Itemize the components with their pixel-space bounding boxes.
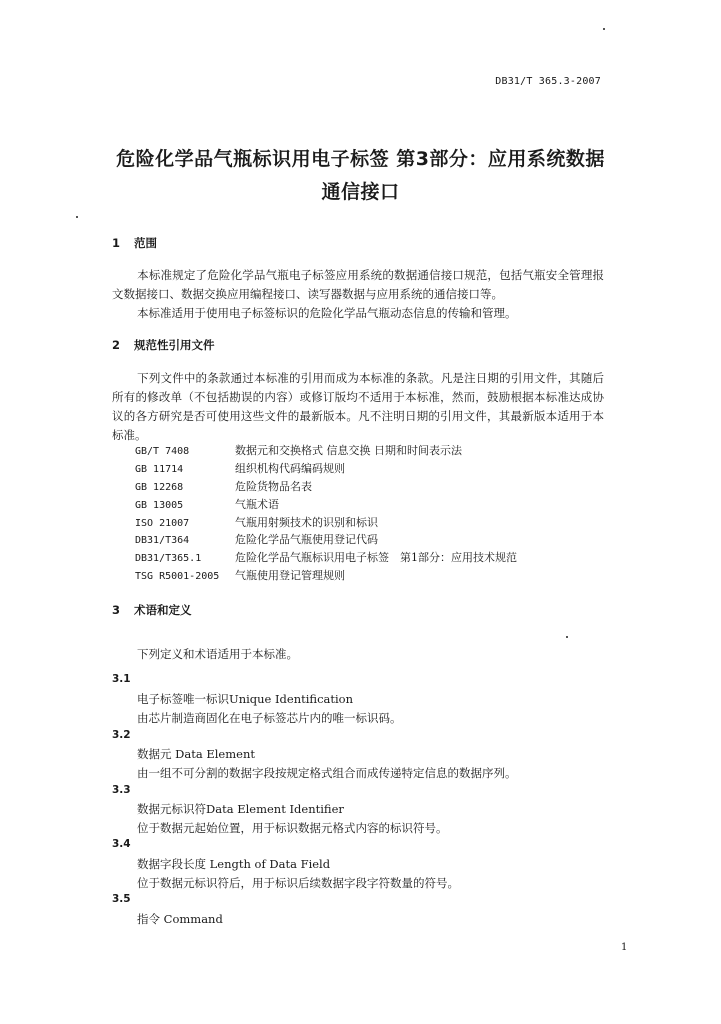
reference-title: 危险化学品气瓶标识用电子标签 第1部分：应用技术规范 (235, 551, 517, 565)
reference-title: 危险化学品气瓶使用登记代码 (235, 533, 378, 547)
standard-code: DB31/T 365.3-2007 (495, 76, 601, 87)
reference-code: DB31/T364 (135, 535, 190, 547)
reference-item (135, 514, 517, 532)
reference-item (135, 549, 517, 567)
reference-title: 组织机构代码编码规则 (235, 461, 345, 475)
page-number: 1 (621, 942, 628, 953)
term-title: 数据元 Data Element (137, 747, 255, 761)
term-title: 数据元标识符Data Element Identifier (137, 802, 344, 816)
reference-code: DB31/T365.1 (135, 553, 202, 565)
section-title: 术语和定义 (134, 603, 192, 617)
scan-speck (603, 28, 605, 30)
section-number: 3 (112, 603, 121, 617)
section-1-heading (112, 235, 157, 251)
section-title: 范围 (134, 236, 157, 250)
document-title-line-2: 通信接口 (321, 181, 400, 203)
reference-code: TSG R5001-2005 (135, 571, 220, 583)
term-definition: 位于数据元起始位置，用于标识数据元格式内容的标识符号。 (137, 821, 448, 835)
reference-item (135, 496, 517, 514)
clause-number: 3.4 (112, 838, 131, 850)
document-title-line-1: 危险化学品气瓶标识用电子标签 第3部分：应用系统数据 (116, 148, 605, 170)
reference-title: 气瓶术语 (235, 497, 279, 511)
term-definition: 位于数据元标识符后，用于标识后续数据字段字符数量的符号。 (137, 876, 459, 890)
reference-title: 气瓶用射频技术的识别和标识 (235, 515, 378, 529)
section-2-heading (112, 337, 215, 353)
scan-speck (76, 216, 78, 218)
section-title: 规范性引用文件 (134, 338, 215, 352)
term-definition: 由芯片制造商固化在电子标签芯片内的唯一标识码。 (137, 711, 402, 725)
section-number: 1 (112, 236, 121, 250)
reference-item (135, 478, 517, 496)
term-definition: 由一组不可分割的数据字段按规定格式组合而成传递特定信息的数据序列。 (137, 766, 517, 780)
clause-number: 3.3 (112, 784, 131, 796)
reference-title: 气瓶使用登记管理规则 (235, 569, 345, 583)
reference-title: 危险货物品名表 (235, 479, 312, 493)
reference-code: GB 12268 (135, 481, 184, 493)
normative-references-list (135, 442, 517, 585)
reference-item (135, 460, 517, 478)
reference-item (135, 567, 517, 585)
section-3-heading (112, 602, 192, 618)
reference-code: ISO 21007 (135, 517, 190, 529)
reference-code: GB 11714 (135, 463, 184, 475)
clause-number: 3.5 (112, 893, 131, 905)
term-title: 电子标签唯一标识Unique Identification (137, 692, 354, 706)
term-title: 指令 Command (137, 912, 223, 926)
scan-speck (566, 636, 568, 638)
references-intro-paragraph: 下列文件中的条款通过本标准的引用而成为本标准的条款。凡是注日期的引用文件，其随后所有的修改单（不包括勘误的内容）或修订版均不适用于本标准，然而，鼓励根据本标准达成协议的各方研究是否可使用这些文件的最新版本。凡不注明日期的引用文件，其最新版本适用于本标准。 (112, 371, 604, 442)
scope-paragraph-1: 本标准规定了危险化学品气瓶电子标签应用系统的数据通信接口规范，包括气瓶安全管理报文数据接口、数据交换应用编程接口、读写器数据与应用系统的通信接口等。 (112, 268, 604, 301)
reference-title: 数据元和交换格式 信息交换 日期和时间表示法 (235, 444, 462, 457)
section-number: 2 (112, 338, 121, 352)
clause-number: 3.1 (112, 673, 131, 685)
reference-code: GB/T 7408 (135, 446, 190, 457)
reference-item (135, 442, 517, 460)
reference-item (135, 531, 517, 549)
scope-paragraph-2: 本标准适用于使用电子标签标识的危险化学品气瓶动态信息的传输和管理。 (137, 306, 517, 320)
term-title: 数据字段长度 Length of Data Field (137, 857, 331, 871)
terms-intro: 下列定义和术语适用于本标准。 (137, 647, 298, 661)
reference-code: GB 13005 (135, 499, 184, 511)
clause-number: 3.2 (112, 729, 131, 741)
